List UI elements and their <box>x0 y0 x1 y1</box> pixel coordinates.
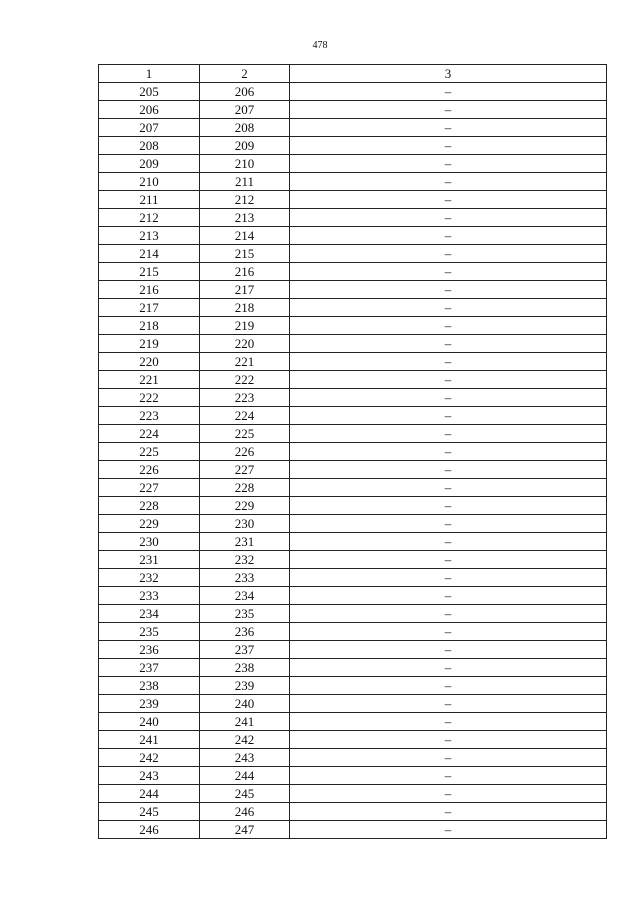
table-cell-col-3: – <box>290 155 607 173</box>
table-cell-col-1: 240 <box>99 713 200 731</box>
table-cell-col-3: – <box>290 695 607 713</box>
table-cell-col-2: 218 <box>200 299 290 317</box>
table-row <box>99 245 607 263</box>
header-row <box>99 65 607 83</box>
table-cell-col-3: – <box>290 497 607 515</box>
table-cell-col-3: – <box>290 101 607 119</box>
table-cell-col-1: 236 <box>99 641 200 659</box>
table-cell-col-3: – <box>290 767 607 785</box>
table-cell-col-3: – <box>290 569 607 587</box>
table-row <box>99 155 607 173</box>
column-header-2: 2 <box>200 65 290 83</box>
table-cell-col-3: – <box>290 407 607 425</box>
table-cell-col-3: – <box>290 353 607 371</box>
table-cell-col-1: 222 <box>99 389 200 407</box>
table-row <box>99 551 607 569</box>
table-cell-col-3: – <box>290 281 607 299</box>
table-row <box>99 623 607 641</box>
table-row <box>99 605 607 623</box>
table-cell-col-2: 225 <box>200 425 290 443</box>
table-cell-col-1: 231 <box>99 551 200 569</box>
table-cell-col-1: 221 <box>99 371 200 389</box>
table-row <box>99 533 607 551</box>
table-row <box>99 317 607 335</box>
table-row <box>99 281 607 299</box>
table-row <box>99 695 607 713</box>
table-cell-col-2: 220 <box>200 335 290 353</box>
table-row <box>99 263 607 281</box>
table-cell-col-2: 233 <box>200 569 290 587</box>
table-row <box>99 209 607 227</box>
table-cell-col-3: – <box>290 821 607 839</box>
table-cell-col-2: 244 <box>200 767 290 785</box>
table-cell-col-3: – <box>290 623 607 641</box>
data-table <box>98 64 607 839</box>
table-row <box>99 335 607 353</box>
table-cell-col-1: 242 <box>99 749 200 767</box>
table-row <box>99 173 607 191</box>
table-cell-col-1: 214 <box>99 245 200 263</box>
table-cell-col-2: 214 <box>200 227 290 245</box>
table-cell-col-2: 221 <box>200 353 290 371</box>
table-cell-col-1: 229 <box>99 515 200 533</box>
table-cell-col-2: 246 <box>200 803 290 821</box>
table-cell-col-1: 232 <box>99 569 200 587</box>
table-cell-col-1: 246 <box>99 821 200 839</box>
table-cell-col-2: 247 <box>200 821 290 839</box>
table-cell-col-2: 227 <box>200 461 290 479</box>
table-cell-col-3: – <box>290 137 607 155</box>
table-row <box>99 83 607 101</box>
table-cell-col-1: 228 <box>99 497 200 515</box>
table-cell-col-2: 228 <box>200 479 290 497</box>
table-row <box>99 587 607 605</box>
table-row <box>99 461 607 479</box>
table-cell-col-1: 225 <box>99 443 200 461</box>
table-cell-col-3: – <box>290 587 607 605</box>
table-cell-col-1: 216 <box>99 281 200 299</box>
table-row <box>99 299 607 317</box>
table-cell-col-3: – <box>290 209 607 227</box>
table-row <box>99 803 607 821</box>
table-cell-col-2: 230 <box>200 515 290 533</box>
table-row <box>99 227 607 245</box>
table-cell-col-1: 213 <box>99 227 200 245</box>
table-cell-col-1: 241 <box>99 731 200 749</box>
table-cell-col-3: – <box>290 749 607 767</box>
table-cell-col-3: – <box>290 641 607 659</box>
table-cell-col-2: 207 <box>200 101 290 119</box>
table-cell-col-2: 213 <box>200 209 290 227</box>
table-cell-col-3: – <box>290 713 607 731</box>
table-cell-col-1: 209 <box>99 155 200 173</box>
table-cell-col-3: – <box>290 479 607 497</box>
table-cell-col-2: 210 <box>200 155 290 173</box>
table-row <box>99 749 607 767</box>
table-row <box>99 713 607 731</box>
table-cell-col-3: – <box>290 335 607 353</box>
table-cell-col-1: 219 <box>99 335 200 353</box>
table-cell-col-2: 231 <box>200 533 290 551</box>
table-cell-col-3: – <box>290 389 607 407</box>
table-cell-col-1: 208 <box>99 137 200 155</box>
table-cell-col-2: 237 <box>200 641 290 659</box>
table-cell-col-1: 223 <box>99 407 200 425</box>
table-cell-col-2: 224 <box>200 407 290 425</box>
table-cell-col-2: 245 <box>200 785 290 803</box>
table-cell-col-1: 207 <box>99 119 200 137</box>
table-row <box>99 785 607 803</box>
table-cell-col-3: – <box>290 371 607 389</box>
table-cell-col-2: 217 <box>200 281 290 299</box>
table-cell-col-2: 211 <box>200 173 290 191</box>
table-row <box>99 479 607 497</box>
table-cell-col-1: 210 <box>99 173 200 191</box>
table-cell-col-3: – <box>290 551 607 569</box>
table-row <box>99 515 607 533</box>
table-cell-col-1: 235 <box>99 623 200 641</box>
table-cell-col-1: 205 <box>99 83 200 101</box>
table-cell-col-2: 240 <box>200 695 290 713</box>
table-row <box>99 641 607 659</box>
table-cell-col-1: 244 <box>99 785 200 803</box>
table-row <box>99 659 607 677</box>
table-cell-col-2: 241 <box>200 713 290 731</box>
table-row <box>99 407 607 425</box>
table-cell-col-2: 215 <box>200 245 290 263</box>
table-cell-col-3: – <box>290 677 607 695</box>
table-cell-col-3: – <box>290 191 607 209</box>
table-row <box>99 767 607 785</box>
table-cell-col-2: 226 <box>200 443 290 461</box>
table-cell-col-1: 218 <box>99 317 200 335</box>
table-cell-col-2: 234 <box>200 587 290 605</box>
table-cell-col-3: – <box>290 83 607 101</box>
table-row <box>99 371 607 389</box>
table-cell-col-3: – <box>290 263 607 281</box>
table-row <box>99 191 607 209</box>
table-cell-col-2: 216 <box>200 263 290 281</box>
table-cell-col-1: 245 <box>99 803 200 821</box>
table-cell-col-2: 243 <box>200 749 290 767</box>
table-cell-col-1: 217 <box>99 299 200 317</box>
table-cell-col-2: 239 <box>200 677 290 695</box>
table-cell-col-1: 237 <box>99 659 200 677</box>
table-cell-col-1: 230 <box>99 533 200 551</box>
table-cell-col-1: 206 <box>99 101 200 119</box>
table-cell-col-3: – <box>290 443 607 461</box>
table-cell-col-2: 208 <box>200 119 290 137</box>
table-row <box>99 425 607 443</box>
table-cell-col-3: – <box>290 803 607 821</box>
table-cell-col-1: 226 <box>99 461 200 479</box>
table-row <box>99 389 607 407</box>
table-cell-col-1: 212 <box>99 209 200 227</box>
table-cell-col-1: 243 <box>99 767 200 785</box>
table-cell-col-2: 232 <box>200 551 290 569</box>
table-row <box>99 731 607 749</box>
table-row <box>99 137 607 155</box>
table-cell-col-3: – <box>290 785 607 803</box>
table-row <box>99 101 607 119</box>
table-cell-col-3: – <box>290 227 607 245</box>
table-cell-col-2: 223 <box>200 389 290 407</box>
table-cell-col-2: 212 <box>200 191 290 209</box>
table-cell-col-1: 215 <box>99 263 200 281</box>
table-cell-col-2: 209 <box>200 137 290 155</box>
table-cell-col-1: 211 <box>99 191 200 209</box>
table-row <box>99 497 607 515</box>
table-header <box>99 65 607 83</box>
table-body <box>99 83 607 839</box>
table-cell-col-1: 238 <box>99 677 200 695</box>
column-header-3: 3 <box>290 65 607 83</box>
table-cell-col-2: 242 <box>200 731 290 749</box>
table-cell-col-1: 233 <box>99 587 200 605</box>
page-number: 478 <box>312 40 328 51</box>
column-header-1: 1 <box>99 65 200 83</box>
table-cell-col-3: – <box>290 299 607 317</box>
table-cell-col-3: – <box>290 245 607 263</box>
table-cell-col-2: 206 <box>200 83 290 101</box>
table-row <box>99 353 607 371</box>
table-cell-col-1: 227 <box>99 479 200 497</box>
table-cell-col-3: – <box>290 461 607 479</box>
table-cell-col-3: – <box>290 119 607 137</box>
table-row <box>99 677 607 695</box>
table-cell-col-3: – <box>290 659 607 677</box>
table-cell-col-2: 236 <box>200 623 290 641</box>
table-cell-col-2: 219 <box>200 317 290 335</box>
table-row <box>99 443 607 461</box>
table-cell-col-1: 234 <box>99 605 200 623</box>
table-cell-col-1: 220 <box>99 353 200 371</box>
table-row <box>99 119 607 137</box>
table-cell-col-3: – <box>290 533 607 551</box>
table-cell-col-1: 224 <box>99 425 200 443</box>
table-cell-col-3: – <box>290 605 607 623</box>
table-cell-col-2: 235 <box>200 605 290 623</box>
table-cell-col-3: – <box>290 173 607 191</box>
table-cell-col-3: – <box>290 425 607 443</box>
table-row <box>99 569 607 587</box>
table-cell-col-3: – <box>290 515 607 533</box>
table-cell-col-2: 238 <box>200 659 290 677</box>
table-cell-col-2: 229 <box>200 497 290 515</box>
table-cell-col-3: – <box>290 731 607 749</box>
table-cell-col-2: 222 <box>200 371 290 389</box>
table-cell-col-3: – <box>290 317 607 335</box>
table-cell-col-1: 239 <box>99 695 200 713</box>
table-row <box>99 821 607 839</box>
